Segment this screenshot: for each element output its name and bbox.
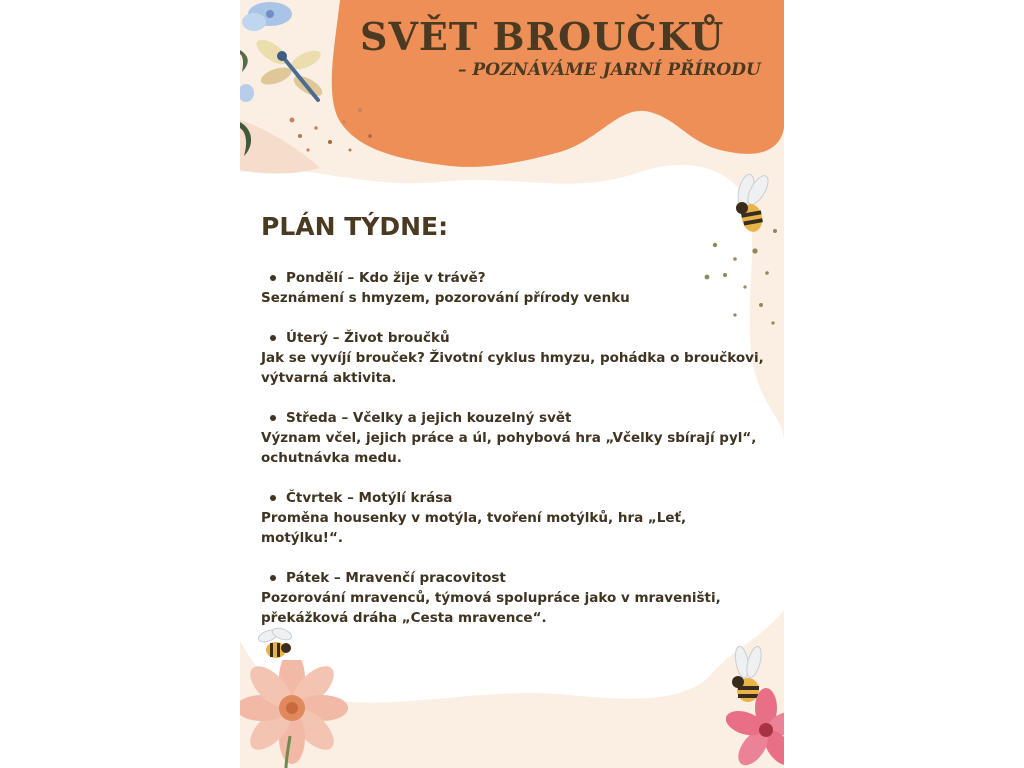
dragonfly-icon [252, 36, 332, 112]
plan-heading: PLÁN TÝDNE: [261, 212, 449, 241]
bullet-icon [270, 335, 276, 341]
day-title: Středa – Včelky a jejich kouzelný svět [286, 410, 572, 426]
day-title-row [261, 408, 771, 428]
list-item [261, 568, 771, 628]
day-title: Čtvrtek – Motýlí krása [286, 490, 453, 506]
day-title: Úterý – Život broučků [286, 330, 450, 346]
day-title-row [261, 268, 771, 288]
list-item [261, 408, 771, 468]
day-title: Pátek – Mravenčí pracovitost [286, 570, 506, 586]
flower-icon [240, 0, 300, 40]
day-description: Proměna housenky v motýla, tvoření motýlků, hra „Leť, motýlku!“. [261, 510, 687, 546]
day-title-row [261, 328, 771, 348]
page-title: SVĚT BROUČKŮ [360, 14, 725, 59]
bullet-icon [270, 575, 276, 581]
bullet-icon [270, 495, 276, 501]
day-description: Význam včel, jejich práce a úl, pohybová hra „Včelky sbírají pyl“, ochutnávka medu. [261, 430, 757, 466]
bee-icon [726, 172, 776, 238]
flower-icon [726, 680, 784, 768]
day-description: Pozorování mravenců, týmová spolupráce jako v mraveništi, překážková dráha „Cesta mravence“. [261, 590, 721, 626]
day-description: Jak se vyvíjí brouček? Životní cyklus hmyzu, pohádka o broučkovi, výtvarná aktivita. [261, 350, 764, 386]
bullet-icon [270, 275, 276, 281]
page-sheet [240, 0, 784, 768]
flower-icon [240, 660, 364, 768]
day-title: Pondělí – Kdo žije v trávě? [286, 270, 486, 286]
week-plan-list [261, 268, 771, 648]
list-item [261, 488, 771, 548]
day-title-row [261, 568, 771, 588]
list-item [261, 268, 771, 308]
list-item [261, 328, 771, 388]
leaf-icon [240, 122, 258, 158]
day-description: Seznámení s hmyzem, pozorování přírody venku [261, 290, 630, 306]
page-subtitle: – POZNÁVÁME JARNÍ PŘÍRODU [458, 60, 761, 80]
bullet-icon [270, 415, 276, 421]
day-title-row [261, 488, 771, 508]
leaf-icon [240, 50, 252, 72]
